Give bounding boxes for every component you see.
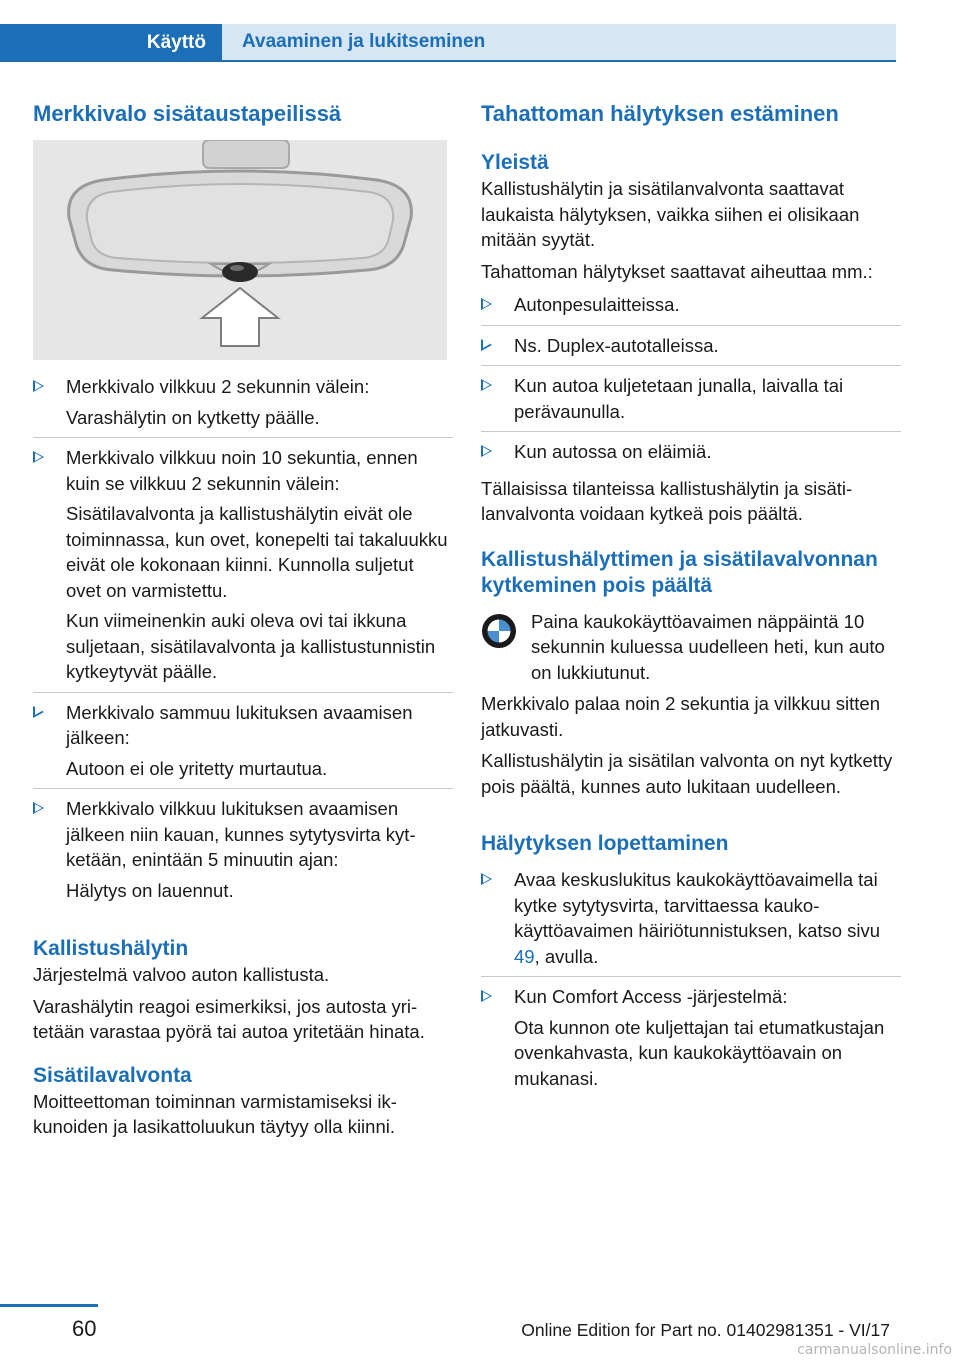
list-item (33, 445, 453, 693)
switch-off-heading: Kallistushälyttimen ja sisätilavalvonnan kytkeminen pois päältä (481, 547, 878, 597)
page-link[interactable]: 49 (514, 945, 535, 967)
section-tab[interactable]: Avaaminen ja lukitseminen (222, 24, 896, 60)
bullet-text: Merkkivalo vilkkuu noin 10 sekuntia, ennen kuin se vilkkuu 2 sekunnin välein: (66, 447, 418, 494)
list-item (33, 374, 453, 438)
switch-off-paragraph-3: Kallistushälytin ja sisätilan valvonta on nyt kytketty pois päältä, kunnes auto lukitaan uudelleen. (481, 750, 893, 797)
left-column (33, 100, 453, 1146)
edition-note: Online Edition for Part no. 01402981351 - VI/17 (521, 1320, 890, 1340)
rear-view-mirror-with-led-arrow-icon (33, 140, 447, 360)
list-item (481, 439, 901, 472)
general-heading: Yleistä (481, 151, 549, 174)
tilt-alarm-heading: Kallistushälytin (33, 937, 189, 960)
bullet-detail: Kun viimeinenkin auki oleva ovi tai ikkuna suljetaan, sisätilavalvonta ja kallistustunnistin kytkeytyvät päälle. (66, 610, 436, 682)
chapter-tab[interactable]: Käyttö (0, 24, 222, 62)
stop-alarm-list (481, 867, 901, 1098)
bullet-detail: Varashälytin on kytketty päälle. (66, 406, 320, 428)
triangle-bullet-icon (33, 451, 44, 463)
footer-accent-line (0, 1304, 98, 1307)
right-column (481, 100, 901, 1102)
bullet-text: Kun autossa on eläimiä. (514, 441, 712, 462)
false-alarm-heading: Tahattoman hälytyksen estäminen (481, 101, 839, 126)
bullet-text-start: Avaa keskuslukitus kaukokäyttöavaimella tai kytke sytytysvirta, tarvittaessa kaukokäyttöavaimen häiriötunnistuksen, katso sivu (514, 869, 881, 941)
bullet-text: Merkkivalo sammuu lukituksen avaamisen jälkeen: (66, 701, 413, 748)
switch-off-paragraph-2: Merkkivalo palaa noin 2 sekuntia ja vilkkuu sitten jatkuvasti. (481, 693, 880, 740)
triangle-bullet-icon (481, 379, 492, 391)
switch-off-paragraph-1 (481, 609, 901, 686)
bullet-detail: Hälytys on lauennut. (66, 879, 234, 901)
list-item (481, 333, 901, 367)
interior-paragraph: Moitteettoman toiminnan varmistamiseksi ikkunoiden ja lasikattoluukun täytyy olla kiinni. (33, 1090, 397, 1137)
general-paragraph-1: Kallistushälytin ja sisätilanvalvonta saattavat laukaista hälytyksen, vaikka siihen ei olisikaan mitään syytät. (481, 178, 860, 250)
triangle-bullet-icon (481, 298, 492, 310)
header-divider (222, 60, 896, 62)
tilt-paragraph-1: Järjestelmä valvoo auton kallistusta. (33, 964, 330, 985)
list-item (481, 373, 901, 432)
triangle-bullet-icon (481, 873, 492, 885)
bmw-key-button-icon (481, 613, 517, 649)
list-item (481, 984, 901, 1098)
triangle-bullet-icon (33, 380, 44, 392)
bullet-text: Ns. Duplex-autotalleissa. (514, 334, 719, 356)
bullet-text: Autonpesulaitteissa. (514, 294, 680, 315)
bullet-detail: Ota kunnon ote kuljettajan tai etumatkustajan ovenkahvasta, kun kaukokäyttöavain on mukanasi. (514, 1016, 885, 1089)
site-watermark[interactable]: carmanualsonline.info (797, 1342, 952, 1358)
bullet-text: Kun autoa kuljetetaan junalla, laivalla tai perävaunulla. (514, 375, 844, 422)
bullet-detail: Autoon ei ole yritetty murtautua. (66, 757, 328, 779)
bullet-text: Merkkivalo vilkkuu 2 sekunnin välein: (66, 376, 370, 397)
bullet-text: Merkkivalo vilkkuu lukituksen avaamisen jälkeen niin kauan, kunnes sytytysvirta kytketään, enintään 5 minuutin ajan: (66, 798, 416, 870)
page-number: 60 (72, 1316, 97, 1341)
interior-monitoring-heading: Sisätilavalvonta (33, 1063, 192, 1087)
triangle-bullet-icon (481, 990, 492, 1002)
list-item (481, 292, 901, 326)
switch-off-text: Paina kaukokäyttöavaimen näppäintä 10 sekunnin kuluessa uudelleen heti, kun auto on lukkiutunut. (531, 610, 885, 683)
triangle-bullet-icon (33, 706, 44, 718)
stop-alarm-heading: Hälytyksen lopettaminen (481, 832, 729, 855)
list-item (33, 796, 453, 910)
indicator-list (33, 374, 453, 910)
triangle-bullet-icon (481, 339, 492, 351)
bullet-text (514, 867, 901, 969)
indicator-heading: Merkkivalo sisätaustapeilissä (33, 101, 342, 126)
triangle-bullet-icon (481, 445, 492, 457)
bullet-text-end: , avulla. (534, 945, 599, 967)
causes-list (481, 292, 901, 472)
list-item (33, 700, 453, 790)
page-header (0, 0, 960, 62)
general-paragraph-3: Tällaisissa tilanteissa kallistushälytin ja sisätilanvalvonta voidaan kytkeä pois päältä. (481, 477, 853, 524)
mirror-figure (33, 140, 447, 360)
bullet-text: Kun Comfort Access -järjestelmä: (514, 986, 788, 1007)
tilt-paragraph-2: Varashälytin reagoi esimerkiksi, jos autosta yritetään varastaa pyörä tai autoa yritetään hinata. (33, 995, 425, 1042)
triangle-bullet-icon (33, 802, 44, 814)
list-item (481, 867, 901, 977)
bullet-detail: Sisätilavalvonta ja kallistushälytin eivät ole toiminnassa, kun ovet, konepelti tai takaluukku eivät ole kokonaan kiinni. Kunnolla suljetut ovet on varmistettu. (66, 503, 448, 601)
general-paragraph-2: Tahattoman hälytykset saattavat aiheuttaa mm.: (481, 260, 873, 282)
